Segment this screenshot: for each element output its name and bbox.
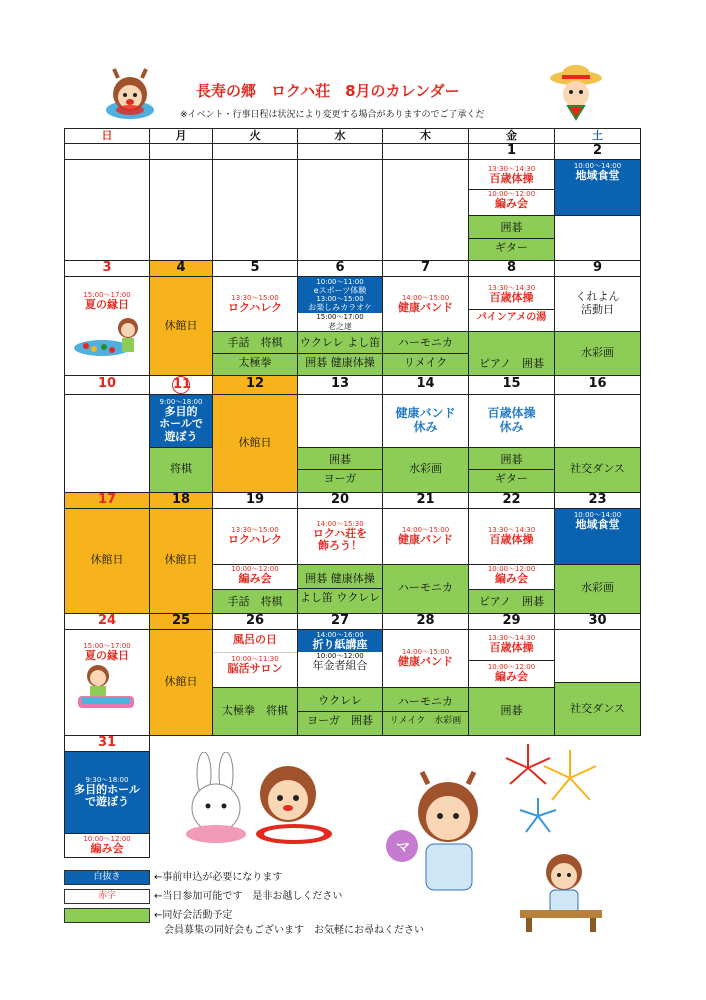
date-28: 28 xyxy=(383,613,469,629)
event-time: 13:30～14:30 xyxy=(487,525,536,534)
event-time: 14:00～15:30 xyxy=(316,519,364,528)
event-time: 10:00～12:00 xyxy=(316,652,364,661)
date-11 xyxy=(150,375,213,394)
closed-label: 休館日 xyxy=(90,553,124,567)
date-12: 12 xyxy=(213,375,298,394)
event-title: 老之達 xyxy=(328,321,352,331)
event-time: 10:00～14:00 xyxy=(573,162,622,170)
event-cell xyxy=(555,277,641,332)
event-cell xyxy=(469,277,555,332)
week-5-events xyxy=(65,629,641,687)
date-2: 2 xyxy=(555,144,641,160)
club-name: リメイク 水彩画 xyxy=(389,716,462,727)
week-4-events xyxy=(65,508,641,564)
date-24: 24 xyxy=(65,613,150,629)
event-time: 13:00～15:00 xyxy=(316,295,364,304)
mascot-character-icon xyxy=(100,64,160,122)
club-name: 水彩画 xyxy=(581,581,614,595)
week-1-dates xyxy=(65,144,641,160)
closed-label: 休館日 xyxy=(164,553,198,567)
club-name: ギター xyxy=(495,240,528,254)
event-title: お楽しみカラオケ xyxy=(308,303,372,313)
event-cell xyxy=(383,508,469,564)
event-time: 14:00～16:00 xyxy=(316,630,364,639)
club-cell xyxy=(383,564,469,613)
club-name: ハーモニカ xyxy=(398,581,453,595)
date-19: 19 xyxy=(213,492,298,508)
club-name: リメイク xyxy=(403,355,448,369)
club-name: 囲碁 健康体操 xyxy=(305,355,375,369)
date-18: 18 xyxy=(150,492,213,508)
event-title: パインアメの湯 xyxy=(476,311,547,323)
club-cell xyxy=(298,564,383,613)
page-title: 長寿の郷 ロクハ荘 8月のカレンダー xyxy=(196,82,460,100)
club-name: 囲碁 xyxy=(500,220,523,234)
event-time: 15:00～17:00 xyxy=(83,291,131,299)
club-name: 手話 将棋 xyxy=(227,336,283,350)
legend-row-sameday xyxy=(64,887,342,904)
event-time: 13:30～14:30 xyxy=(487,284,536,293)
club-name: ギター xyxy=(495,472,528,486)
event-cell xyxy=(213,277,298,332)
closed-label: 休館日 xyxy=(164,674,198,688)
legend-swatch-green xyxy=(64,908,150,923)
date-3: 3 xyxy=(65,261,150,277)
event-title: 編み会 xyxy=(495,670,528,684)
event-title: 年金者組合 xyxy=(312,659,368,673)
event-cell xyxy=(65,629,150,735)
event-title: 多目的 ホールで 遊ぼう xyxy=(159,404,203,444)
mascot-character-icon xyxy=(516,848,606,934)
event-title: 編み会 xyxy=(495,571,528,585)
event-cell xyxy=(383,394,469,447)
date-8: 8 xyxy=(469,261,555,277)
event-title: 百歳体操 xyxy=(489,291,534,305)
closed-label: 休館日 xyxy=(238,435,272,449)
cell-empty xyxy=(65,160,150,261)
legend-note: 会員募集の同好会もございます お気軽にお尋ねください xyxy=(164,925,424,936)
legend-text: ←事前申込が必要になります xyxy=(154,872,283,883)
mascot-hat-icon xyxy=(548,64,604,126)
week-1-events xyxy=(65,160,641,216)
club-name: ハーモニカ xyxy=(398,694,453,708)
club-name: 水彩画 xyxy=(409,462,442,476)
event-time: 9:00～18:00 xyxy=(159,397,203,406)
date-22: 22 xyxy=(469,492,555,508)
club-cell xyxy=(298,447,383,492)
cell-empty xyxy=(555,394,641,447)
event-title: 夏の縁日 xyxy=(85,298,129,312)
club-name: ウクレレ よし笛 xyxy=(299,336,381,350)
date-13: 13 xyxy=(298,375,383,394)
date-21: 21 xyxy=(383,492,469,508)
club-name: ウクレレ xyxy=(318,694,362,708)
weekday-sat: 土 xyxy=(555,129,641,144)
date-empty xyxy=(383,144,469,160)
week-5-dates xyxy=(65,613,641,629)
event-cell xyxy=(213,508,298,564)
event-title: 折り紙講座 xyxy=(312,637,368,651)
event-title: 百歳体操 xyxy=(489,640,534,654)
event-title: 編み会 xyxy=(238,571,272,585)
event-title: 健康バンド xyxy=(398,654,453,668)
event-title: ロクハ荘を 飾ろう！ xyxy=(312,526,368,553)
weekday-sun: 日 xyxy=(65,129,150,144)
club-name: 太極拳 将棋 xyxy=(222,703,288,717)
legend-text: ←当日参加可能です 是非お越しください xyxy=(154,891,343,902)
date-1: 1 xyxy=(469,144,555,160)
closed-cell xyxy=(65,508,150,613)
club-cell xyxy=(150,447,213,492)
event-cell xyxy=(213,564,298,613)
event-title: 編み会 xyxy=(495,196,528,210)
event-title: くれよん 活動日 xyxy=(575,290,620,316)
club-cell xyxy=(469,447,555,492)
event-time: 13:30～15:00 xyxy=(231,293,279,302)
date-16: 16 xyxy=(555,375,641,394)
event-cell-preregister xyxy=(555,508,641,564)
event-title: 脳活サロン xyxy=(227,662,283,676)
event-cell-preregister xyxy=(65,751,150,833)
date-31: 31 xyxy=(65,735,150,751)
club-cell xyxy=(383,447,469,492)
date-empty xyxy=(65,144,150,160)
event-time: 15:00～17:00 xyxy=(316,313,364,322)
club-cell xyxy=(555,447,641,492)
event-cell xyxy=(213,629,298,687)
week-3-clubs xyxy=(65,447,641,492)
event-title: ロクハレク xyxy=(227,532,283,546)
closed-cell xyxy=(150,508,213,613)
club-cell xyxy=(298,331,383,375)
legend-text: ←同好会活動予定 xyxy=(154,910,233,921)
event-title: 健康バンド xyxy=(398,532,453,546)
club-cell xyxy=(383,331,469,375)
event-title: 多目的ホール で遊ぼう xyxy=(74,782,140,809)
legend-swatch-blue: 白抜き xyxy=(64,870,150,885)
club-cell xyxy=(469,216,555,261)
date-20: 20 xyxy=(298,492,383,508)
event-title: 健康バンド 休み xyxy=(395,405,456,434)
date-30: 30 xyxy=(555,613,641,629)
weekday-mon: 月 xyxy=(150,129,213,144)
club-name: ヨーガ 囲碁 xyxy=(307,713,373,727)
event-cell xyxy=(298,508,383,564)
closed-label: 休館日 xyxy=(164,318,198,332)
club-name: 水彩画 xyxy=(581,345,614,359)
fireworks-icon xyxy=(498,738,608,848)
pool-icon xyxy=(72,312,142,358)
page-note: ※イベント・行事日程は状況により変更する場合がありますのでご了承くだ xyxy=(180,110,485,120)
date-26: 26 xyxy=(213,613,298,629)
event-title: 編み会 xyxy=(90,841,124,855)
event-time: 10:00～12:00 xyxy=(487,189,536,198)
club-name: ハーモニカ xyxy=(398,336,453,350)
date-4: 4 xyxy=(150,261,213,277)
cell-empty xyxy=(65,394,150,492)
date-17: 17 xyxy=(65,492,150,508)
event-title: 百歳体操 休み xyxy=(487,405,536,434)
club-cell xyxy=(469,687,555,735)
date-empty xyxy=(213,144,298,160)
event-cell xyxy=(65,277,150,376)
date-29: 29 xyxy=(469,613,555,629)
club-name: ピアノ 囲碁 xyxy=(478,357,545,371)
closed-cell xyxy=(150,629,213,735)
legend-swatch-red: 赤字 xyxy=(64,889,150,904)
week-2-dates xyxy=(65,261,641,277)
mascot-character-icon xyxy=(386,770,496,900)
cell-empty xyxy=(150,160,213,261)
event-cell xyxy=(383,629,469,687)
event-time: 10:00～14:00 xyxy=(573,510,622,519)
event-cell xyxy=(469,394,555,447)
week-3-dates xyxy=(65,375,641,394)
date-empty xyxy=(298,144,383,160)
event-cell xyxy=(383,277,469,332)
event-time: 14:00～15:00 xyxy=(401,525,450,534)
date-14: 14 xyxy=(383,375,469,394)
event-time: 15:00～17:00 xyxy=(83,641,131,650)
event-time: 14:00～15:00 xyxy=(401,647,450,656)
club-name: 手話 将棋 xyxy=(227,594,283,608)
event-title: eスポーツ体験 xyxy=(313,286,367,296)
week-3-events xyxy=(65,394,641,447)
weekday-wed: 水 xyxy=(298,129,383,144)
club-cell xyxy=(213,331,298,375)
event-cell xyxy=(469,564,555,613)
club-name: 太極拳 xyxy=(238,355,272,369)
event-cell xyxy=(469,629,555,687)
club-cell xyxy=(469,331,555,375)
date-5: 5 xyxy=(213,261,298,277)
event-time: 10:00～12:00 xyxy=(231,564,279,573)
event-cell xyxy=(469,508,555,564)
club-name: 将棋 xyxy=(170,462,192,476)
event-cell xyxy=(298,277,383,332)
closed-cell xyxy=(150,277,213,376)
legend-row-preregister xyxy=(64,868,282,885)
club-name: 囲碁 健康体操 xyxy=(305,571,375,585)
pool-icon xyxy=(72,662,142,712)
event-title: 夏の縁日 xyxy=(85,648,129,662)
cell-empty xyxy=(555,216,641,261)
date-15: 15 xyxy=(469,375,555,394)
club-name: ピアノ 囲碁 xyxy=(478,594,545,608)
date-23: 23 xyxy=(555,492,641,508)
club-cell xyxy=(213,687,298,735)
event-title: 百歳体操 xyxy=(489,171,534,185)
event-title: 百歳体操 xyxy=(489,532,534,546)
date-empty xyxy=(150,144,213,160)
cell-split xyxy=(555,629,641,735)
club-cell xyxy=(298,687,383,735)
club-name: 囲碁 xyxy=(500,452,523,466)
event-cell xyxy=(298,629,383,687)
club-cell xyxy=(555,564,641,613)
weekday-thu: 木 xyxy=(383,129,469,144)
weekday-tue: 火 xyxy=(213,129,298,144)
cell-empty xyxy=(213,160,298,261)
event-time: 10:00～11:00 xyxy=(316,278,364,286)
event-time: 10:00～11:30 xyxy=(231,655,279,664)
cell-empty xyxy=(298,160,383,261)
rabbit-icon xyxy=(168,752,358,848)
event-time: 13:30～14:30 xyxy=(487,164,536,173)
club-name: 囲碁 xyxy=(500,703,523,717)
event-time: 10:00～12:00 xyxy=(487,663,536,672)
event-title: 健康バンド xyxy=(398,300,453,314)
weekday-header xyxy=(65,129,641,144)
svg-text:マ: マ xyxy=(396,840,410,856)
event-time: 10:00～12:00 xyxy=(83,834,131,843)
cell-empty xyxy=(383,160,469,261)
event-title: ロクハレク xyxy=(227,300,283,314)
event-cell xyxy=(65,833,150,857)
event-cell-preregister xyxy=(555,160,641,216)
holiday-mark: 11 xyxy=(173,376,192,392)
closed-cell xyxy=(213,394,298,492)
date-10: 10 xyxy=(65,375,150,394)
event-title: 地域食堂 xyxy=(575,517,620,531)
date-25: 25 xyxy=(150,613,213,629)
club-name: ヨーガ xyxy=(323,472,357,486)
event-title: 地域食堂 xyxy=(575,169,620,183)
event-time: 13:30～14:30 xyxy=(487,633,536,642)
club-name: よし笛 ウクレレ xyxy=(299,591,381,605)
event-cell-preregister xyxy=(150,394,213,447)
club-name: 社交ダンス xyxy=(570,701,625,715)
club-cell xyxy=(555,331,641,375)
week-2-events xyxy=(65,277,641,332)
event-cell xyxy=(469,160,555,216)
date-6: 6 xyxy=(298,261,383,277)
event-title: 風呂の日 xyxy=(233,632,277,646)
event-time: 9:30～18:00 xyxy=(85,775,129,784)
date-27: 27 xyxy=(298,613,383,629)
week-4-dates xyxy=(65,492,641,508)
date-7: 7 xyxy=(383,261,469,277)
club-cell xyxy=(383,687,469,735)
club-name: 囲碁 xyxy=(329,452,351,466)
date-9: 9 xyxy=(555,261,641,277)
cell-empty xyxy=(298,394,383,447)
event-time: 13:30～15:00 xyxy=(231,525,279,534)
event-time: 14:00～15:00 xyxy=(401,293,450,302)
club-name: 社交ダンス xyxy=(570,462,625,476)
event-time: 10:00～12:00 xyxy=(487,564,536,573)
weekday-fri: 金 xyxy=(469,129,555,144)
